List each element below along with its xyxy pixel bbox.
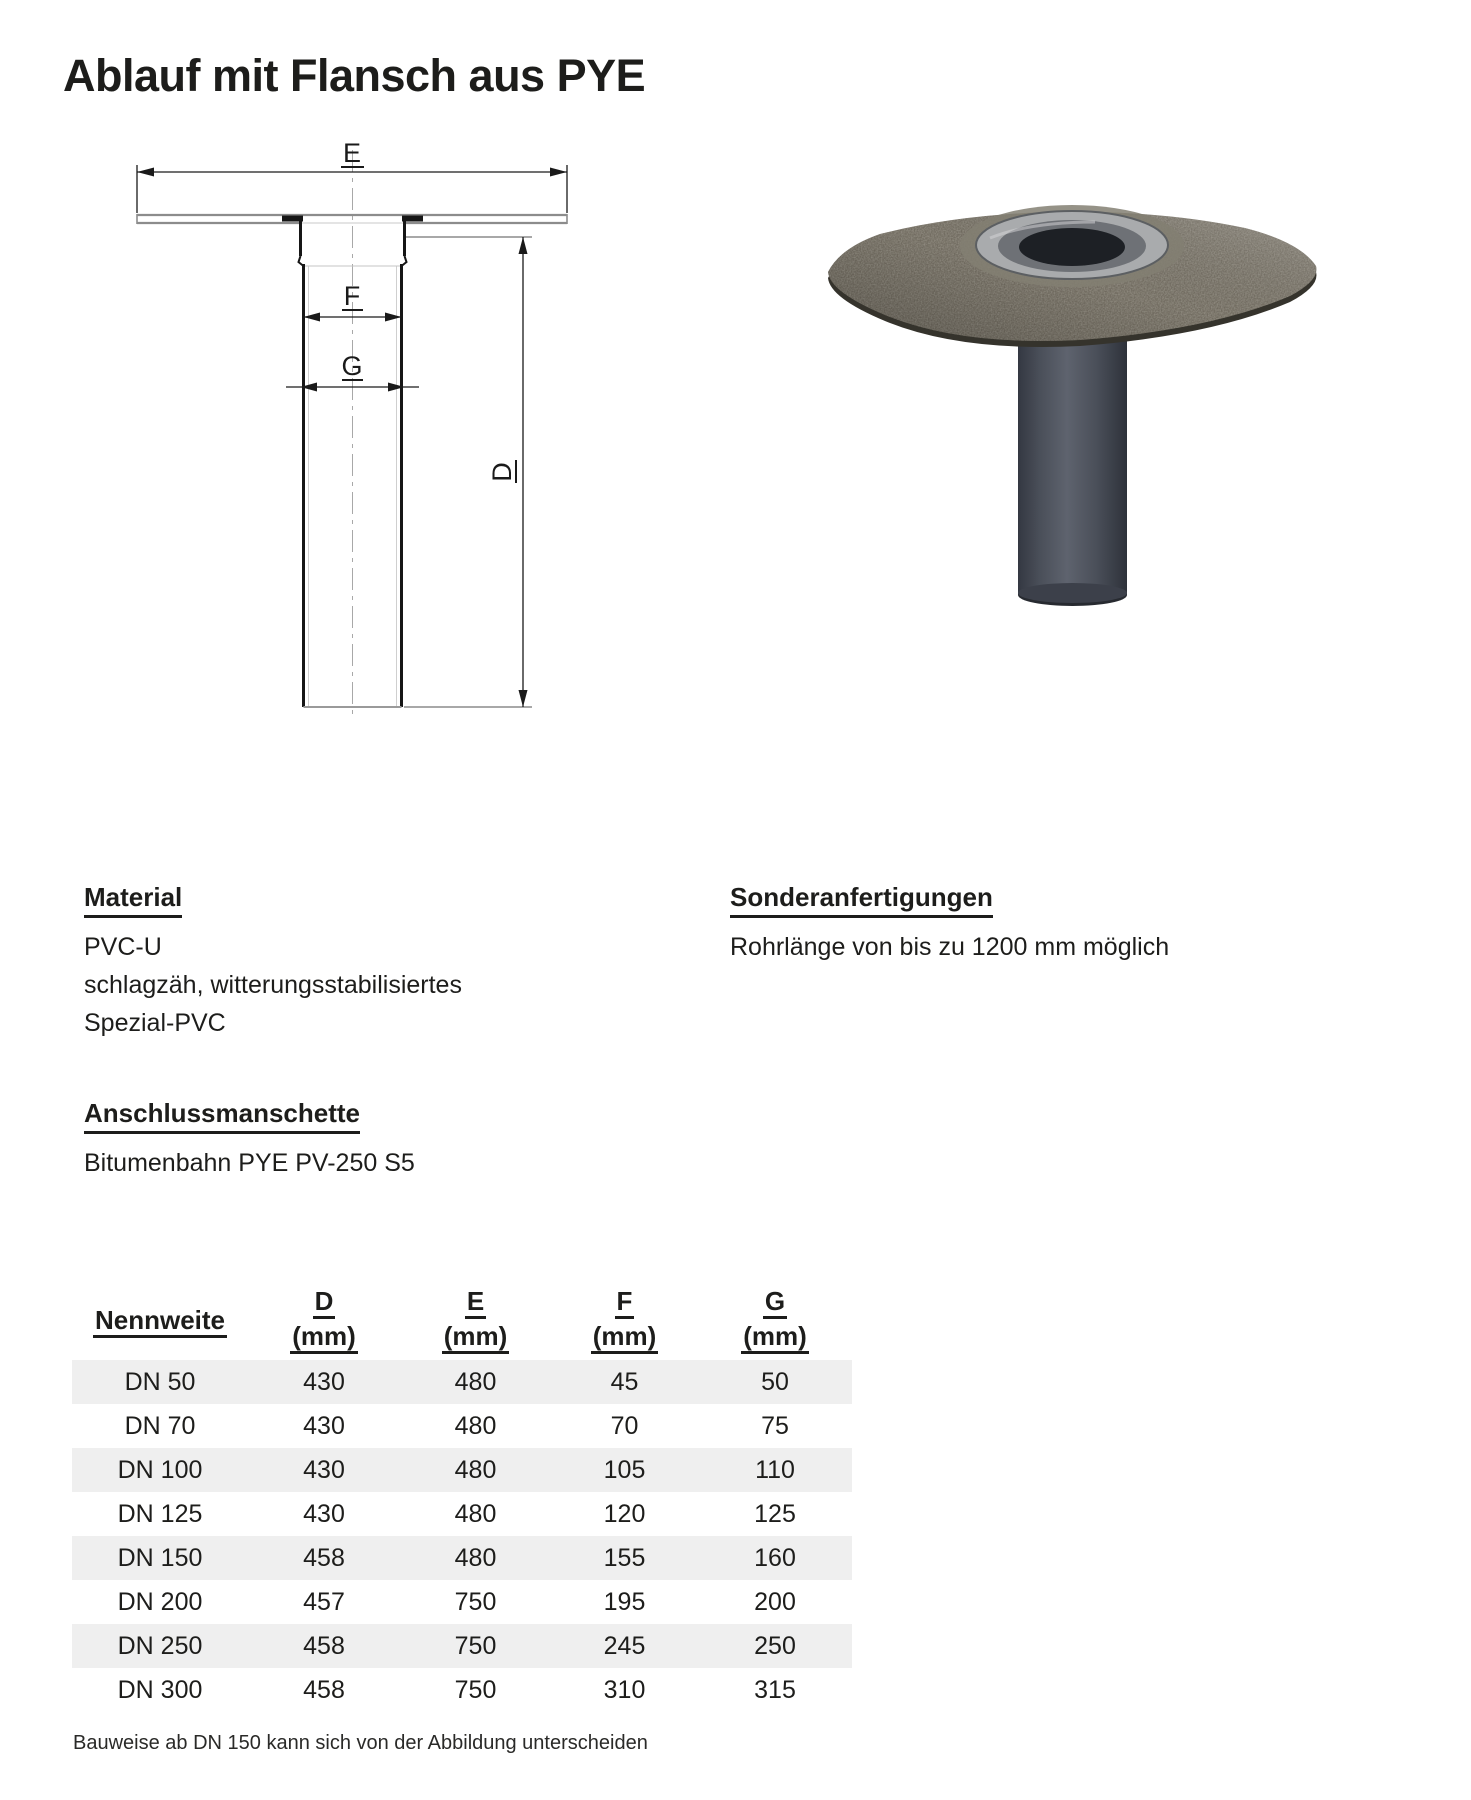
table-row	[72, 1404, 852, 1448]
material-heading	[84, 882, 182, 918]
row-value: 430	[303, 1499, 345, 1528]
row-value: 480	[454, 1499, 497, 1528]
row-nennweite: DN 250	[117, 1631, 203, 1660]
dimensions-table-wrap	[72, 1278, 852, 1712]
row-value: 245	[603, 1631, 646, 1660]
material-body	[84, 928, 462, 1042]
row-value: 310	[603, 1675, 646, 1704]
row-value: 75	[761, 1411, 789, 1440]
header-g: G (mm)	[698, 1278, 852, 1360]
header-d: D (mm)	[248, 1278, 400, 1360]
header-e: E (mm)	[400, 1278, 551, 1360]
row-value: 750	[454, 1631, 497, 1660]
row-value: 480	[454, 1455, 497, 1484]
row-value: 458	[303, 1675, 345, 1704]
material-heading-text: Material	[84, 882, 182, 918]
row-nennweite: DN 150	[117, 1543, 203, 1572]
dimension-e-label: E	[342, 138, 362, 168]
row-value: 480	[454, 1543, 497, 1572]
row-value: 750	[454, 1587, 497, 1616]
dimensions-table	[72, 1278, 852, 1712]
row-value: 195	[603, 1587, 646, 1616]
footnote: Bauweise ab DN 150 kann sich von der Abbildung unterscheiden	[73, 1732, 648, 1754]
header-f: F (mm)	[551, 1278, 698, 1360]
row-value: 70	[610, 1411, 639, 1440]
custom-body: Rohrlänge von bis zu 1200 mm möglich	[730, 933, 1170, 961]
row-value: 458	[303, 1631, 345, 1660]
sleeve-heading-text: Anschlussmanschette	[84, 1098, 360, 1134]
table-row	[72, 1492, 852, 1536]
table-row	[72, 1580, 852, 1624]
header-nennweite: Nennweite	[72, 1278, 248, 1360]
sleeve-heading	[84, 1098, 360, 1134]
table-row	[72, 1624, 852, 1668]
row-value: 458	[303, 1543, 345, 1572]
row-value: 457	[303, 1587, 345, 1616]
row-value: 200	[754, 1587, 796, 1616]
row-nennweite: DN 50	[124, 1367, 196, 1396]
table-row	[72, 1360, 852, 1404]
row-value: 315	[754, 1675, 796, 1704]
row-value: 125	[754, 1499, 796, 1528]
technical-drawing	[95, 115, 575, 730]
dimension-g-label: G	[341, 351, 363, 381]
row-value: 480	[454, 1411, 497, 1440]
row-value: 105	[603, 1455, 646, 1484]
row-value: 250	[754, 1631, 796, 1660]
row-value: 750	[454, 1675, 497, 1704]
material-line: Spezial-PVC	[84, 1009, 226, 1037]
material-line: schlagzäh, witterungsstabilisiertes	[84, 971, 462, 999]
row-value: 430	[303, 1455, 345, 1484]
sleeve-body: Bitumenbahn PYE PV-250 S5	[84, 1149, 415, 1177]
dimension-f-label: F	[343, 281, 361, 311]
row-value: 480	[454, 1367, 497, 1396]
row-value: 155	[603, 1543, 646, 1572]
row-nennweite: DN 125	[117, 1499, 203, 1528]
table-row	[72, 1448, 852, 1492]
row-value: 430	[303, 1411, 345, 1440]
table-row	[72, 1668, 852, 1712]
row-nennweite: DN 100	[117, 1455, 203, 1484]
page-title: Ablauf mit Flansch aus PYE	[63, 50, 646, 101]
row-value: 45	[610, 1367, 639, 1396]
dimension-d	[404, 237, 532, 707]
row-nennweite: DN 70	[124, 1411, 196, 1440]
table-row	[72, 1536, 852, 1580]
row-nennweite: DN 200	[117, 1587, 203, 1616]
row-value: 120	[603, 1499, 646, 1528]
photo-drain-ring	[960, 205, 1184, 287]
row-value: 160	[754, 1543, 796, 1572]
material-line: PVC-U	[84, 933, 162, 961]
row-value: 430	[303, 1367, 345, 1396]
row-value: 50	[761, 1367, 789, 1396]
row-nennweite: DN 300	[117, 1675, 203, 1704]
row-value: 110	[755, 1455, 795, 1484]
dimensions-table-body	[72, 1360, 852, 1712]
dimension-d-label: D	[487, 462, 517, 482]
custom-heading	[730, 882, 993, 918]
product-photo	[815, 205, 1325, 615]
table-header	[72, 1278, 852, 1360]
custom-heading-text: Sonderanfertigungen	[730, 882, 993, 918]
